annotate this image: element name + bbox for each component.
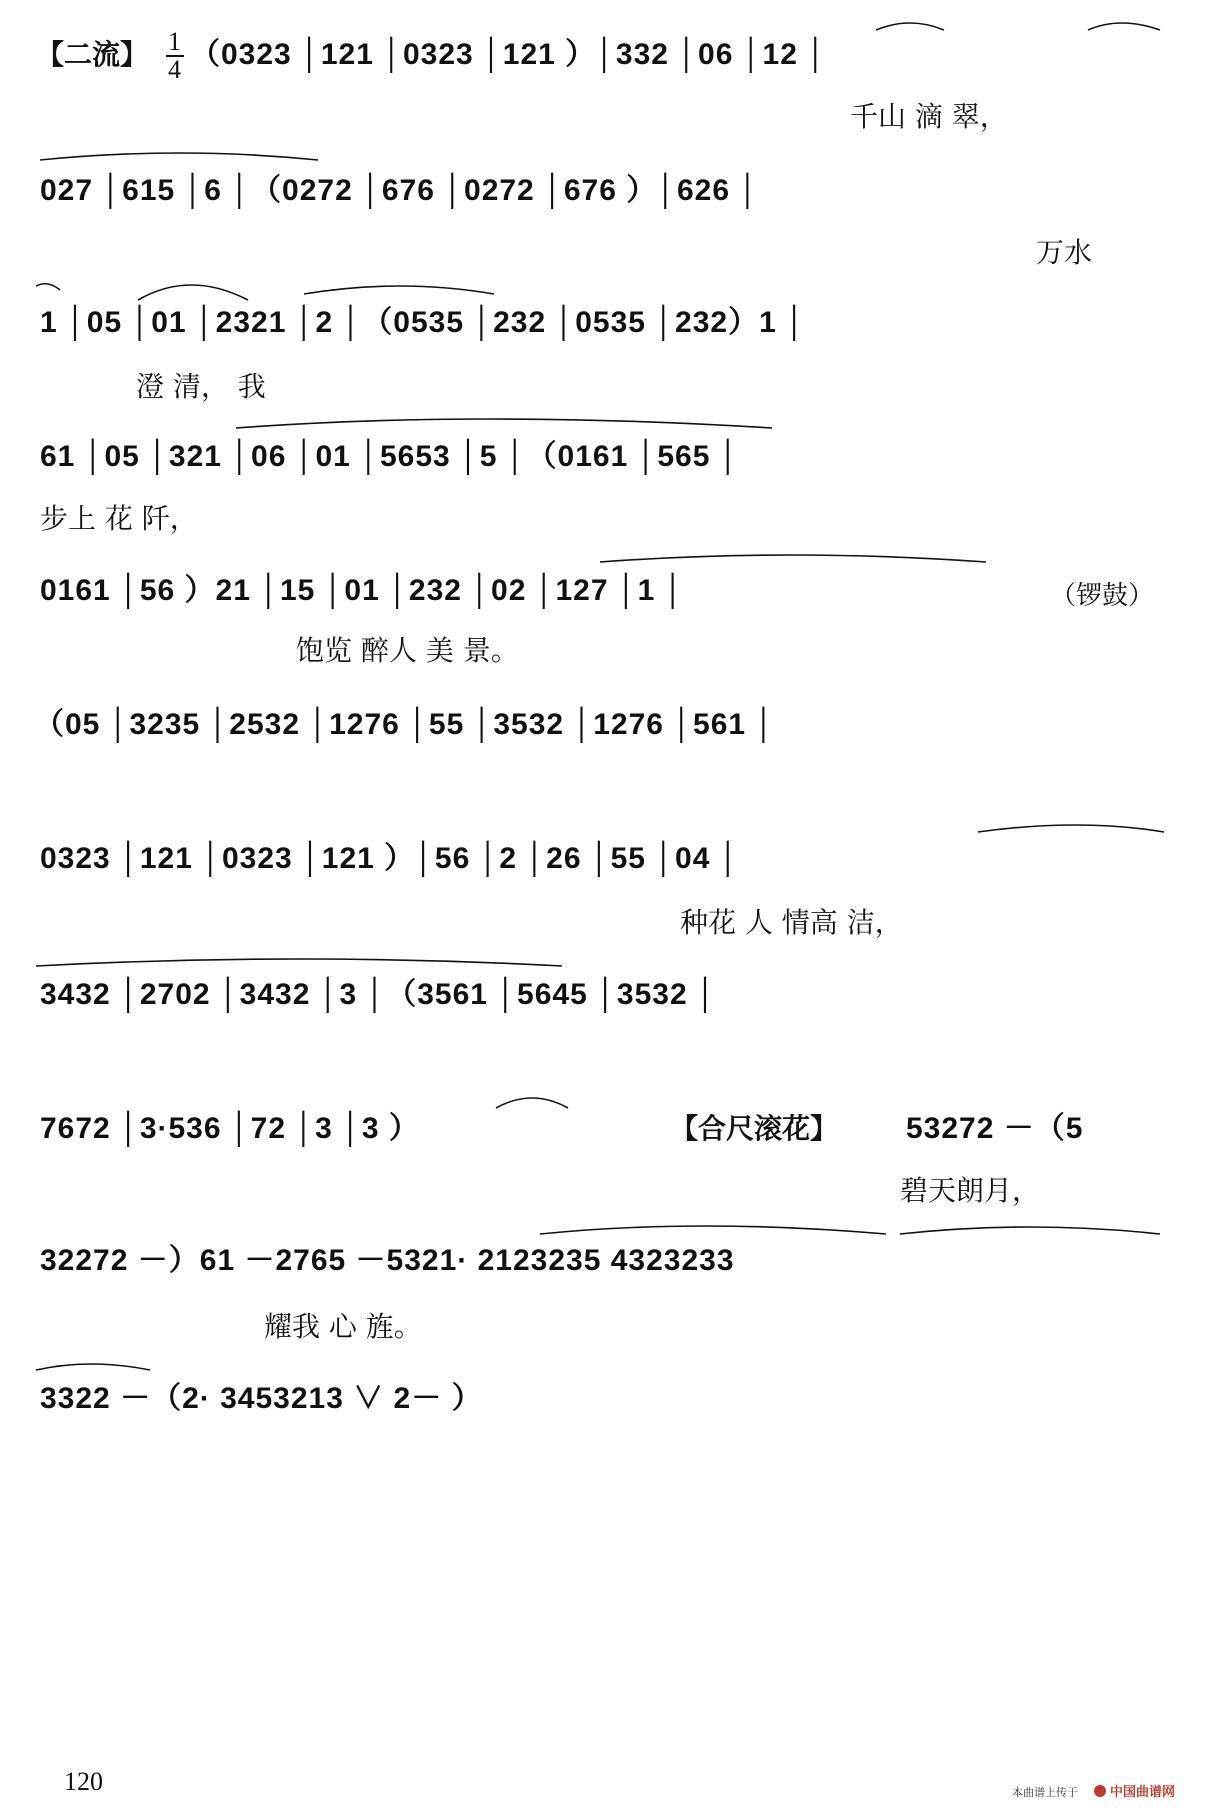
system-4 [40,419,772,535]
system-8 [36,959,717,1014]
footer-upload-text: 本曲谱上传于 [1012,1786,1078,1799]
notation-line-9: 7672 │3·536 │72 │3 │3 ） [40,1112,420,1145]
notation-line-9-tail: 53272 －（5 [906,1112,1084,1145]
banzi-label-hechi-gunhua: 【合尺滚花】 [670,1112,839,1145]
lyric-line-9: 碧天朗月， [900,1174,1041,1207]
lyric-line-7: 种花 人 情高 洁， [680,906,903,939]
site-logo-icon [1094,1785,1106,1797]
banzi-label-erliu: 【二流】 [36,38,149,71]
system-9 [40,1098,1083,1207]
system-6 [34,706,775,744]
system-1 [36,23,1160,133]
system-7 [40,825,1164,939]
system-3 [36,284,806,403]
lyric-line-2: 万水 [1036,236,1093,269]
notation-line-5: 0161 │56 ）21 │15 │01 │232 │02 │127 │1 │ [40,574,685,607]
footer-site-name: 中国曲谱网 [1110,1785,1176,1800]
luogu-note: （锣鼓） [1050,581,1155,611]
system-11 [36,1364,483,1415]
notation-line-7: 0323 │121 │0323 │121 ）│56 │2 │26 │55 │04 │ [40,842,740,875]
notation-line-8: 3432 │2702 │3432 │3 │（3561 │5645 │3532 │ [40,978,717,1011]
system-5 [40,555,1154,667]
lyric-line-1: 千山 滴 翠， [850,100,1008,133]
notation-line-3: 1 │05 │01 │2321 │2 │（0535 │232 │0535 │232）1 │ [40,306,806,339]
footer-watermark [1012,1784,1175,1800]
page-number: 120 [64,1767,103,1796]
lyric-line-5: 饱览 醉人 美 景。 [296,634,519,667]
notation-line-1: （0323 │121 │0323 │121 ）│332 │06 │12 │ [190,38,827,71]
notation-line-6: （05 │3235 │2532 │1276 │55 │3532 │1276 │561 │ [34,708,776,741]
lyric-line-10: 耀我 心 旌。 [264,1310,422,1343]
time-signature-top: 1 [168,27,181,56]
time-signature-bottom: 4 [168,55,181,84]
lyric-line-4: 步上 花 阡， [40,502,198,535]
notation-line-11: 3322 －（2· 3453213 ∨ 2－ ） [40,1382,483,1415]
system-10 [40,1226,1160,1343]
notation-line-10: 32272 －）61 －2765 －5321· 2123235 4323233 [40,1244,735,1277]
system-2 [40,153,1092,269]
lyric-line-3: 澄 清， 我 [136,370,266,403]
notation-line-2: 027 │615 │6 │（0272 │676 │0272 │676 ）│626 │ [40,174,760,207]
notation-line-4: 61 │05 │321 │06 │01 │5653 │5 │（0161 │565 │ [40,440,740,473]
